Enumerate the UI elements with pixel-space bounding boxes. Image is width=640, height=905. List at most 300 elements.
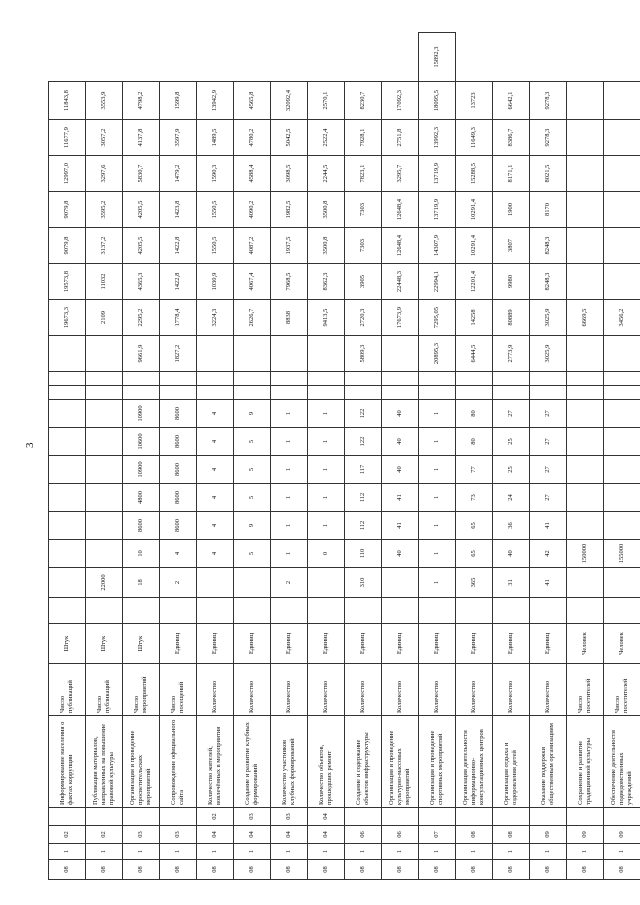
table-cell [567,372,604,386]
table-cell [49,598,86,624]
table-row [160,33,197,880]
table-cell: 08 [419,860,456,880]
table-cell: 1 [308,484,345,512]
table-cell: 22448,3 [382,264,419,300]
table-cell: 1 [234,844,271,860]
table-cell: 06 [382,826,419,844]
table-cell: Единиц [456,624,493,664]
table-cell [604,808,640,826]
table-cell: Штук [86,624,123,664]
program-indicators-table [48,32,640,880]
table-cell: 8386,7 [493,120,530,156]
table-cell: 65 [456,512,493,540]
table-cell: 18095,5 [419,82,456,120]
table-cell: Обеспечение деятельности подведомственных учреждений [604,716,640,808]
table-cell [86,540,123,568]
table-cell: 9079,8 [49,192,86,228]
table-cell [49,512,86,540]
table-cell: Единиц [197,624,234,664]
table-cell: 18 [123,568,160,598]
table-cell: Единиц [419,624,456,664]
table-row [456,33,493,880]
table-cell: 04 [197,826,234,844]
table-cell: Число мероприятий [123,664,160,716]
table-cell: 1 [160,844,197,860]
table-cell: 02 [86,826,123,844]
table-cell [197,598,234,624]
table-cell: 08 [493,826,530,844]
table-cell: 77 [456,456,493,484]
table-cell: 41 [382,484,419,512]
table-cell: 5042,5 [271,120,308,156]
table-cell: 9278,3 [530,82,567,120]
table-cell: 365 [456,568,493,598]
table-cell: 122 [345,400,382,428]
table-cell: Количество [197,664,234,716]
table-cell [604,336,640,372]
table-cell [604,82,640,120]
table-row [123,33,160,880]
table-cell [197,568,234,598]
table-cell [419,598,456,624]
table-cell: 3500,8 [308,192,345,228]
table-cell: 7303 [345,192,382,228]
table-cell: 2295,2 [123,300,160,336]
table-row [493,33,530,880]
table-row [382,33,419,880]
table-cell: Организация и проведение спортивных мероприятий [419,716,456,808]
table-cell: 1 [86,844,123,860]
table-cell [49,484,86,512]
table-cell: 40 [382,540,419,568]
table-cell: 08 [382,860,419,880]
table-cell: 08 [197,860,234,880]
table-cell: Организация и проведение просветительских мероприятий [123,716,160,808]
table-cell: 3137,2 [86,228,123,264]
table-cell: 7303 [345,228,382,264]
table-cell [604,228,640,264]
table-cell [123,808,160,826]
table-cell: 4 [197,400,234,428]
table-cell: 150000 [567,540,604,568]
table-cell: 9980 [493,264,530,300]
table-cell: 10291,4 [456,192,493,228]
table-cell: 1 [419,456,456,484]
table-row [197,33,234,880]
table-cell: 7928,1 [345,120,382,156]
table-cell: 27 [530,456,567,484]
table-cell [197,336,234,372]
table-cell: 1 [308,512,345,540]
table-cell: 4 [197,484,234,512]
table-cell: 25 [493,456,530,484]
table-cell: 3057,2 [86,120,123,156]
table-cell [604,192,640,228]
table-cell: 3905 [345,264,382,300]
table-cell: 112 [345,484,382,512]
table-cell: Количество [493,664,530,716]
table-cell: Штук [123,624,160,664]
table-cell: Количество [419,664,456,716]
table-cell: 1 [419,512,456,540]
table-cell: 8230,7 [345,82,382,120]
table-cell: 3456,2 [604,300,640,336]
table-cell [271,386,308,400]
table-cell: 3098,5 [271,156,308,192]
table-cell: 22994,1 [419,264,456,300]
table-cell: 3553,9 [86,82,123,120]
table-cell: 2 [160,568,197,598]
table-row [419,33,456,880]
table-cell: 1 [530,844,567,860]
table-cell: 1 [419,484,456,512]
table-cell [86,484,123,512]
table-cell [197,386,234,400]
table-cell: 4205,5 [123,228,160,264]
table-cell: 08 [160,860,197,880]
table-cell: 1 [419,428,456,456]
table-cell [271,372,308,386]
table-cell: Создание и содержание объектов инфраструктуры [345,716,382,808]
table-cell: 1 [419,540,456,568]
table-cell [382,336,419,372]
table-row [271,33,308,880]
table-cell [567,82,604,120]
table-cell: Человек [604,624,640,664]
table-cell: Число посетителей [604,664,640,716]
table-cell [308,598,345,624]
table-cell [382,372,419,386]
table-cell: 09 [530,826,567,844]
table-cell: Единиц [530,624,567,664]
table-cell [271,598,308,624]
table-cell: 1937,5 [271,228,308,264]
table-cell [234,386,271,400]
table-cell: 8362,3 [308,264,345,300]
table-cell [567,512,604,540]
table-cell: 1 [493,844,530,860]
table-cell [456,598,493,624]
table-cell: 6642,1 [493,82,530,120]
table-cell [493,808,530,826]
table-cell: 17673,9 [382,300,419,336]
table-cell: 1827,2 [160,336,197,372]
table-cell: 08 [456,826,493,844]
table-cell: 112 [345,512,382,540]
table-cell: 1 [604,844,640,860]
table-cell: 1 [308,400,345,428]
table-cell [604,372,640,386]
table-cell: 08 [49,860,86,880]
table-cell: 13723 [456,82,493,120]
table-cell: 1 [271,456,308,484]
table-cell: 4 [197,540,234,568]
table-cell: Создание и развитие клубных формирований [234,716,271,808]
table-cell: 4 [197,512,234,540]
table-cell: Единиц [493,624,530,664]
page-number: 3 [24,442,36,448]
table-cell: 08 [86,860,123,880]
table-cell: 4205,5 [123,192,160,228]
table-cell [86,512,123,540]
table-cell: 1 [308,428,345,456]
table-cell: 80889 [493,300,530,336]
table-cell [49,386,86,400]
table-cell [49,456,86,484]
table-cell: 4 [197,428,234,456]
table-cell: 155000 [604,540,640,568]
table-cell [86,372,123,386]
table-cell: 1900 [493,192,530,228]
table-cell [604,512,640,540]
table-cell: 8600 [160,456,197,484]
table-cell: 7295,05 [419,300,456,336]
table-row [345,33,382,880]
table-cell: 4087,2 [234,228,271,264]
table-cell: 10900 [123,456,160,484]
table-cell [160,808,197,826]
table-cell: 5 [234,540,271,568]
table-cell: 9079,8 [49,228,86,264]
table-cell [604,156,640,192]
table-cell: 27 [530,400,567,428]
table-cell: Количество жителей, вовлечённых в мероприятия [197,716,234,808]
table-row [308,33,345,880]
table-cell: 08 [530,860,567,880]
table-cell: 06 [345,826,382,844]
table-cell: 1 [419,568,456,598]
table-cell: 2109 [86,300,123,336]
table-cell [49,372,86,386]
table-cell: Количество [382,664,419,716]
table-cell: 14258 [456,300,493,336]
table-cell: 1550,5 [197,228,234,264]
table-cell: 1 [271,484,308,512]
table-cell: Единиц [382,624,419,664]
table-cell [197,372,234,386]
table-cell: 8600 [160,484,197,512]
table-cell: Количество [308,664,345,716]
table-cell: Штук [49,624,86,664]
table-cell: 8600 [160,428,197,456]
table-cell: Количество объектов, прошедших ремонт [308,716,345,808]
table-cell: 8248,3 [530,264,567,300]
table-cell: 9 [234,400,271,428]
table-cell: Сопровождение официального сайта [160,716,197,808]
table-cell: 3595,2 [86,192,123,228]
table-cell: 02 [197,808,234,826]
table-row [530,33,567,880]
table-cell [567,428,604,456]
table-cell: 2751,8 [382,120,419,156]
table-cell [456,386,493,400]
table-cell: Единиц [271,624,308,664]
table-cell: 4565,8 [234,82,271,120]
table-cell: 5830,7 [123,156,160,192]
table-cell: 1 [271,512,308,540]
table-cell: 12997,0 [49,156,86,192]
table-cell: 04 [234,826,271,844]
table-cell: Единиц [308,624,345,664]
table-cell: 3025,9 [530,300,567,336]
table-cell [567,192,604,228]
table-row [567,33,604,880]
table-row [234,33,271,880]
table-cell: 3500,8 [308,228,345,264]
table-cell: 1489,5 [197,120,234,156]
table-cell: 310 [345,568,382,598]
table-cell: Информирование населения о фактах коррупции [49,716,86,808]
table-cell: 12648,4 [382,192,419,228]
table-cell: 3295,7 [382,156,419,192]
table-cell: 65 [456,540,493,568]
table-cell: 04 [271,826,308,844]
table-cell [604,456,640,484]
table-cell: 10600 [123,428,160,456]
table-cell: 07 [419,826,456,844]
table-cell: 4137,8 [123,120,160,156]
table-cell: 40 [493,540,530,568]
table-cell [271,336,308,372]
table-cell [49,336,86,372]
table-cell: Организация деятельности информационно-консультационных центров [456,716,493,808]
table-cell [123,386,160,400]
table-cell: 1422,8 [160,264,197,300]
table-cell: Количество участников клубных формирований [271,716,308,808]
table-cell: 6444,5 [456,336,493,372]
table-cell: 17092,3 [382,82,419,120]
table-cell: 25 [493,428,530,456]
table-cell: 1422,8 [160,228,197,264]
table-cell: 40 [382,400,419,428]
table-cell [86,400,123,428]
table-cell: 1 [308,456,345,484]
table-cell [49,808,86,826]
table-cell: Количество [234,664,271,716]
table-cell [123,372,160,386]
table-cell: Количество [456,664,493,716]
table-cell: 20895,3 [419,336,456,372]
table-cell: 14307,9 [419,228,456,264]
table-cell: 1 [271,400,308,428]
table-cell: 4365,3 [123,264,160,300]
table-cell: Единиц [160,624,197,664]
table-cell: 09 [567,826,604,844]
table-cell: 3807 [493,228,530,264]
table-cell: 1479,2 [160,156,197,192]
table-cell: 12648,4 [382,228,419,264]
table-cell: 19673,3 [49,300,86,336]
table-cell [49,400,86,428]
table-cell [160,372,197,386]
table-cell: 10291,4 [456,228,493,264]
table-cell [382,386,419,400]
table-cell [456,372,493,386]
table-cell: 11649,3 [456,120,493,156]
table-cell [308,372,345,386]
table-cell: 1 [197,844,234,860]
table-cell: 8600 [123,512,160,540]
table-cell: 12201,4 [456,264,493,300]
table-cell: 4067,4 [234,264,271,300]
table-cell: 15892,3 [419,33,456,82]
table-cell: 1590,3 [197,156,234,192]
table-cell: 3025,9 [530,336,567,372]
table-cell [382,598,419,624]
table-cell: 13719,9 [419,192,456,228]
table-cell [86,808,123,826]
table-cell: 1 [456,844,493,860]
table-cell [86,386,123,400]
table-cell [604,264,640,300]
table-cell: 122 [345,428,382,456]
table-cell: 03 [123,826,160,844]
table-cell: 10 [123,540,160,568]
table-cell: 4588,4 [234,156,271,192]
table-cell: Сохранение и развитие традиционной культуры [567,716,604,808]
table-cell: 5809,3 [345,336,382,372]
table-cell [49,428,86,456]
table-cell: 2773,9 [493,336,530,372]
table-cell [160,598,197,624]
rotated-table-wrapper [48,32,634,880]
table-cell: 40 [382,456,419,484]
table-cell: 32092,4 [271,82,308,120]
table-cell: 1778,4 [160,300,197,336]
table-cell: Единиц [234,624,271,664]
table-cell: 08 [234,860,271,880]
table-cell [86,428,123,456]
table-cell: 3597,9 [160,120,197,156]
table-cell: 15288,5 [456,156,493,192]
table-cell: 27 [493,400,530,428]
table-cell [567,228,604,264]
table-cell [160,386,197,400]
table-cell [567,598,604,624]
table-cell: 4 [197,456,234,484]
table-row [49,33,86,880]
table-cell: Число посетителей [567,664,604,716]
table-cell: 117 [345,456,382,484]
table-cell: 08 [567,860,604,880]
table-cell: 10900 [123,400,160,428]
table-cell: 27 [530,428,567,456]
table-cell: 03 [234,808,271,826]
table-cell: 42 [530,540,567,568]
table-cell: 6669,5 [567,300,604,336]
table-cell [493,386,530,400]
table-cell: Единиц [345,624,382,664]
table-cell: 4798,2 [123,82,160,120]
table-cell [567,568,604,598]
table-cell [382,568,419,598]
table-cell: 7823,1 [345,156,382,192]
table-cell [419,386,456,400]
table-cell [604,568,640,598]
table-cell [567,484,604,512]
table-cell: 1 [419,400,456,428]
table-cell: Количество [271,664,308,716]
table-cell: 4800 [123,484,160,512]
table-cell [493,598,530,624]
table-cell [456,808,493,826]
table-cell: 22000 [86,568,123,598]
table-cell [308,386,345,400]
table-cell [567,456,604,484]
table-cell [308,336,345,372]
table-cell: Человек [567,624,604,664]
table-cell: 9413,5 [308,300,345,336]
